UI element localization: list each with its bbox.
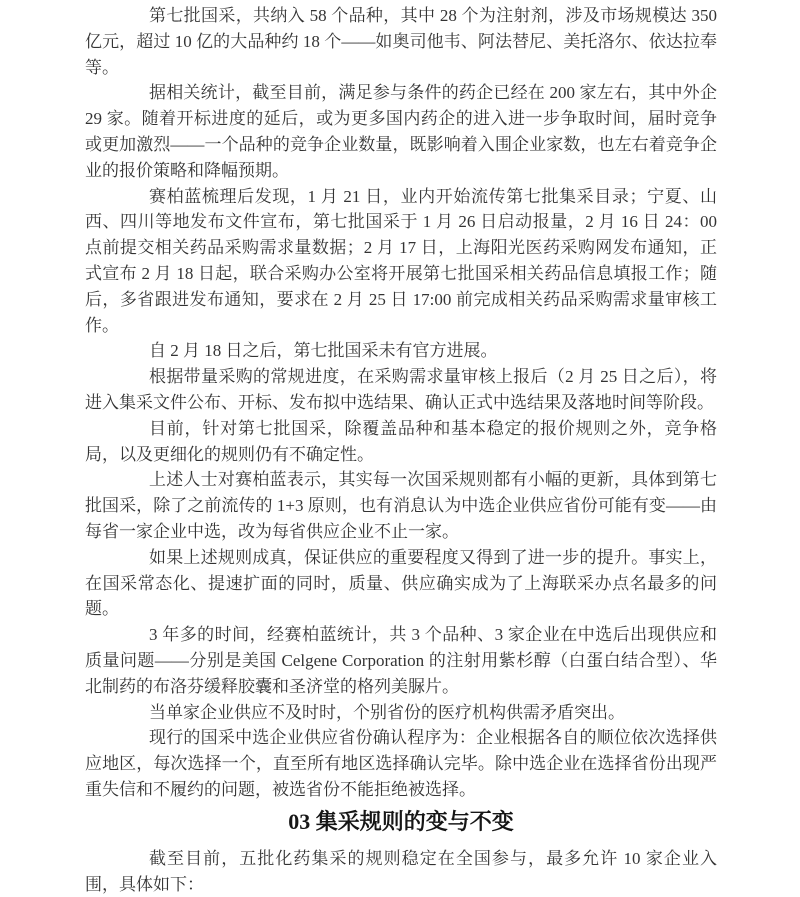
paragraph-rule-updates: 上述人士对赛柏蓝表示，其实每一次国采规则都有小幅的更新，具体到第七批国采，除了之前流传的 1+3 原则，也有消息认为中选企业供应省份可能有变——由每省一家企业中选，改为每省供应企业不止一家。 bbox=[85, 470, 717, 541]
paragraph-rules-stable: 截至目前，五批化药集采的规则稳定在全国参与，最多允许 10 家企业入围，具体如下： bbox=[85, 848, 717, 894]
paragraph-normal-schedule: 根据带量采购的常规进度，在采购需求量审核上报后（2 月 25 日之后），将进入集采文件公布、开标、发布拟中选结果、确认正式中选结果及落地时间等阶段。 bbox=[85, 367, 717, 412]
paragraph-province-confirmation: 现行的国采中选企业供应省份确认程序为：企业根据各自的顺位依次选择供应地区，每次选择一个，直至所有地区选择确认完毕。除中选企业在选择省份出现严重失信和不履约的问题，被选省份不能拒绝被选择。 bbox=[85, 728, 717, 799]
paragraph-timeline: 赛柏蓝梳理后发现，1 月 21 日，业内开始流传第七批集采目录；宁夏、山西、四川等地发布文件宣布，第七批国采于 1 月 26 日启动报量，2 月 16 日 24：00 点前提交相关药品采购需求量数据；2 月 17 日，上海阳光医药采购网发布通知，正式宣布 2 月 18 日起，联合采购办公室将开展第七批国采相关药品信息填报工作；随后，多省跟进发布通知，要求在 2 月 25 日 17:00 前完成相关药品采购需求量审核工作。 bbox=[85, 186, 717, 335]
paragraph-company-stats: 据相关统计，截至目前，满足参与条件的药企已经在 200 家左右，其中外企 29 家。随着开标进度的延后，或为更多国内药企的进入进一步争取时间，届时竞争或更加激烈——一个品种的竞争企业数量，既影响着入围企业家数，也左右着竞争企业的报价策略和降幅预期。 bbox=[85, 83, 717, 180]
paragraph-supply-quality-cases: 3 年多的时间，经赛柏蓝统计，共 3 个品种、3 家企业在中选后出现供应和质量问题——分别是美国 Celgene Corporation 的注射用紫杉醇（白蛋白结合型）、华北制药的布洛芬缓释胶囊和圣济堂的格列美脲片。 bbox=[85, 625, 717, 696]
paragraph-batch7-overview: 第七批国采，共纳入 58 个品种，其中 28 个为注射剂，涉及市场规模达 350 亿元，超过 10 亿的大品种约 18 个——如奥司他韦、阿法替尼、美托洛尔、依达拉奉等。 bbox=[85, 6, 717, 77]
section-heading-03: 03 集采规则的变与不变 bbox=[288, 808, 514, 834]
paragraph-supply-importance: 如果上述规则成真，保证供应的重要程度又得到了进一步的提升。事实上，在国采常态化、提速扩面的同时，质量、供应确实成为了上海联采办点名最多的问题。 bbox=[85, 547, 717, 619]
paragraph-no-official-progress: 自 2 月 18 日之后，第七批国采未有官方进展。 bbox=[149, 341, 498, 361]
paragraph-uncertainty: 目前，针对第七批国采，除覆盖品种和基本稳定的报价规则之外，竞争格局，以及更细化的规则仍有不确定性。 bbox=[85, 418, 717, 464]
paragraph-supply-shortage: 当单家企业供应不及时时，个别省份的医疗机构供需矛盾突出。 bbox=[149, 702, 625, 722]
